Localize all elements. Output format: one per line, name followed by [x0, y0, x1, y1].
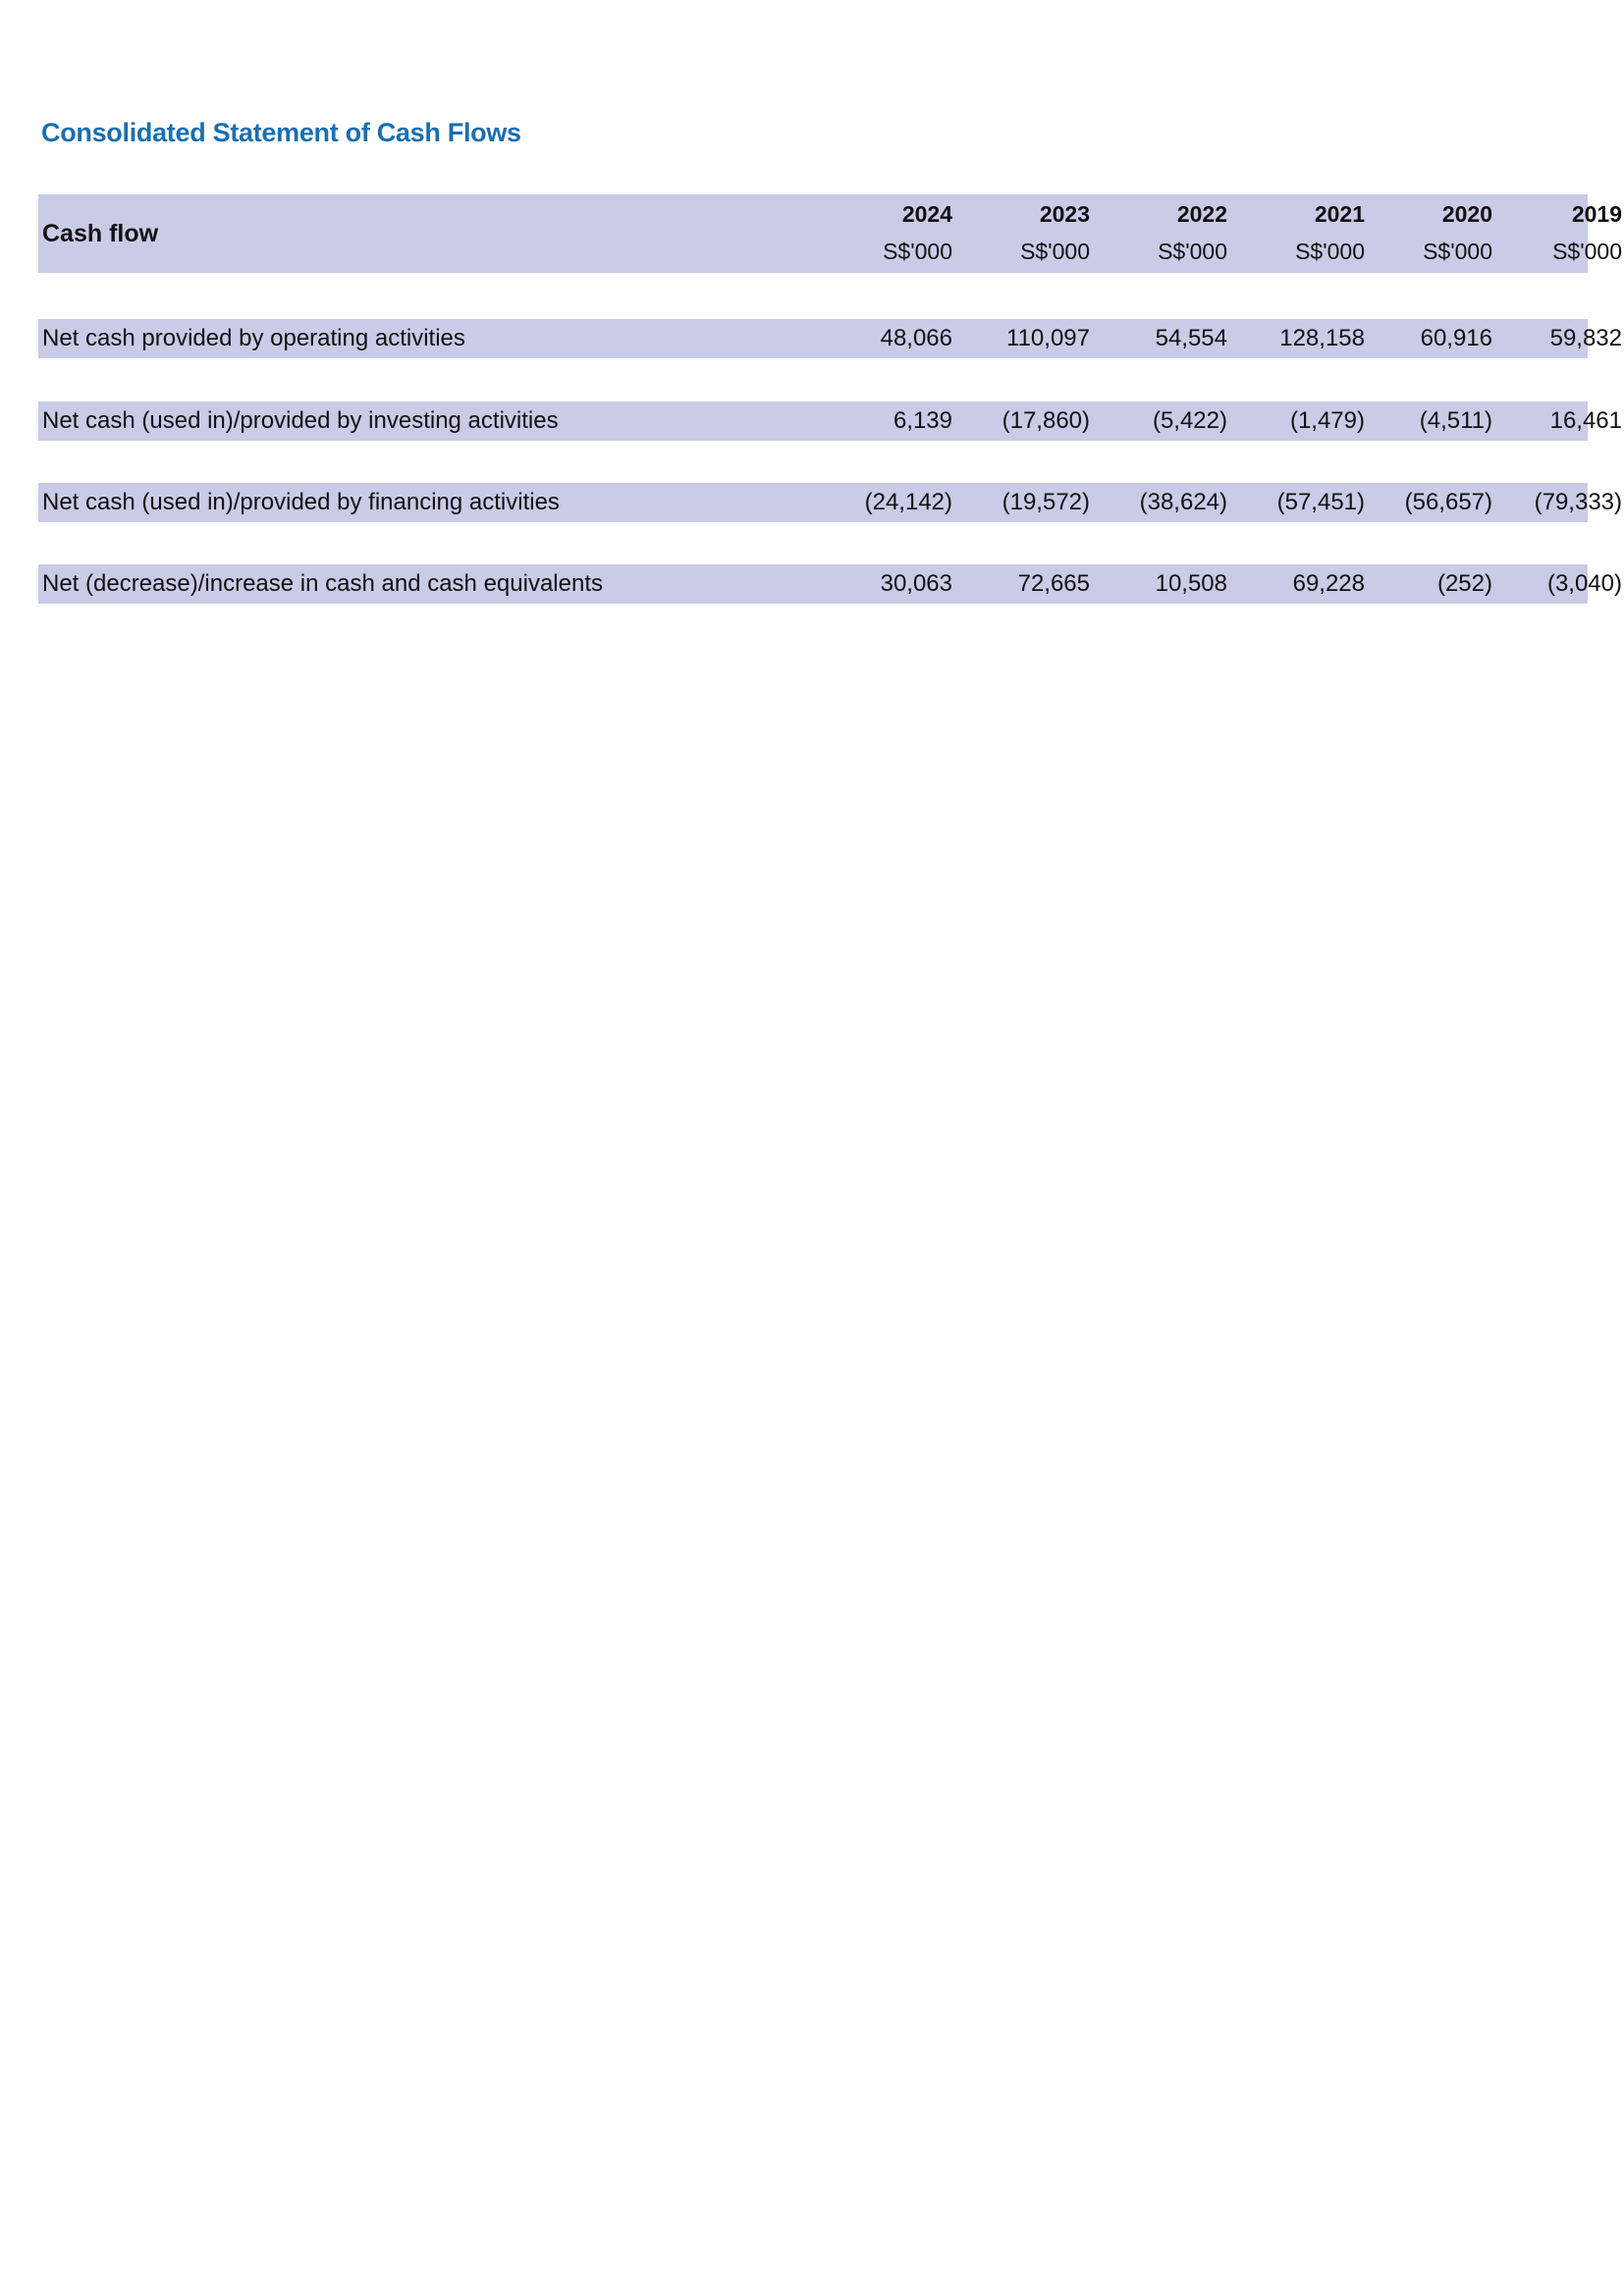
column-unit: S$'000: [1158, 239, 1227, 264]
row-label: Net (decrease)/increase in cash and cash equivalents: [42, 570, 603, 597]
row-label: Net cash provided by operating activities: [42, 325, 465, 351]
table-cell: 60,916: [1420, 325, 1492, 351]
table-row-financing: [38, 483, 1622, 522]
column-year: 2024: [901, 201, 952, 227]
column-unit: S$'000: [1020, 239, 1090, 264]
column-year: 2019: [1571, 201, 1622, 227]
table-row-operating: [38, 319, 1622, 358]
table-cell: (1,479): [1289, 407, 1365, 434]
table-cell: 69,228: [1292, 570, 1365, 597]
table-cell: 48,066: [880, 325, 952, 351]
row-label: Net cash (used in)/provided by financing activities: [42, 489, 560, 515]
table-cell: (19,572): [1001, 489, 1090, 515]
row-label: Net cash (used in)/provided by investing activities: [42, 407, 559, 434]
column-unit: S$'000: [1423, 239, 1492, 264]
table-cell: (4,511): [1419, 407, 1492, 434]
header-label: Cash flow: [42, 220, 159, 247]
table-header: [38, 194, 1622, 273]
table-cell: (5,422): [1152, 407, 1227, 434]
column-year: 2021: [1314, 201, 1365, 227]
table-row-investing: [38, 401, 1622, 441]
table-cell: (79,333): [1534, 489, 1622, 515]
column-unit: S$'000: [1552, 239, 1622, 264]
table-cell: (56,657): [1404, 489, 1492, 515]
table-cell: 110,097: [1006, 325, 1090, 351]
table-cell: (252): [1436, 570, 1492, 597]
table-cell: (17,860): [1001, 407, 1090, 434]
table-cell: (3,040): [1546, 570, 1622, 597]
page-title: Consolidated Statement of Cash Flows: [41, 118, 521, 147]
table-row-net-change: [38, 564, 1622, 604]
table-cell: 59,832: [1549, 325, 1622, 351]
column-year: 2020: [1441, 201, 1492, 227]
column-unit: S$'000: [883, 239, 952, 264]
table-cell: 6,139: [893, 407, 952, 434]
table-cell: (24,142): [864, 489, 952, 515]
column-unit: S$'000: [1295, 239, 1365, 264]
column-year: 2023: [1039, 201, 1090, 227]
table-cell: (57,451): [1276, 489, 1365, 515]
table-cell: 16,461: [1549, 407, 1622, 434]
table-cell: 72,665: [1017, 570, 1090, 597]
table-cell: 10,508: [1155, 570, 1227, 597]
column-year: 2022: [1176, 201, 1227, 227]
table-cell: 30,063: [880, 570, 952, 597]
table-cell: 54,554: [1155, 325, 1227, 351]
table-cell: (38,624): [1139, 489, 1227, 515]
table-cell: 128,158: [1279, 325, 1365, 351]
